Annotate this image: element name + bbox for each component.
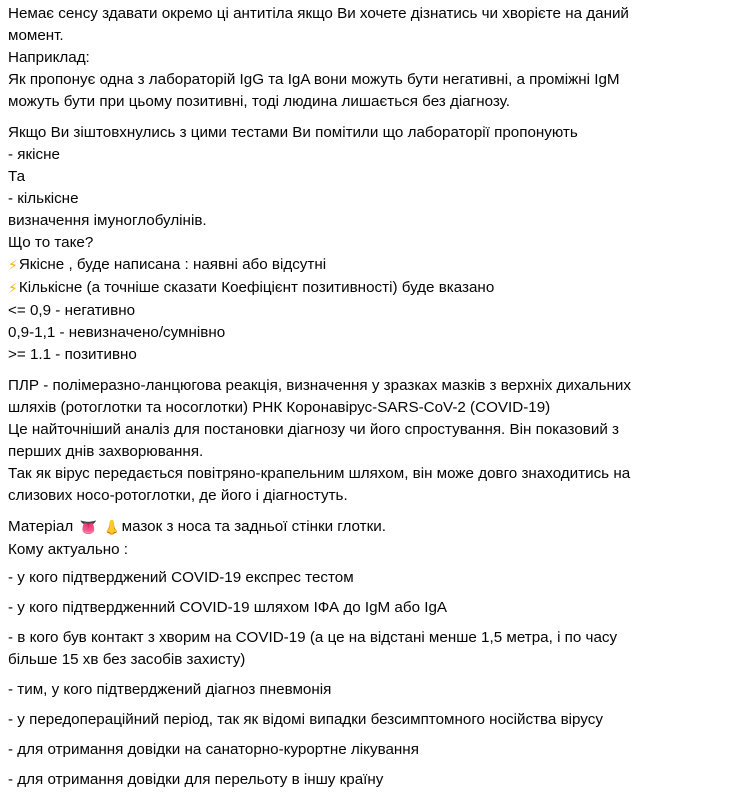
- relevant-heading: Кому актуально :: [8, 541, 129, 558]
- text-line: можуть бути при цьому позитивні, тоді людина лишається без діагнозу.: [8, 93, 510, 110]
- list-item: - у кого підтверджений COVID-19 експрес тестом: [8, 569, 354, 586]
- range-negative: <= 0,9 - негативно: [8, 302, 136, 319]
- list-item: - для отримання довідки для перельоту в іншу країну: [8, 771, 384, 788]
- intro-paragraph: [8, 3, 714, 113]
- text-line: ПЛР - полімеразно-ланцюгова реакція, визначення у зразках мазків з верхніх дихальних: [8, 377, 631, 394]
- qualitative-text: Якісне , буде написана : наявні або відсутні: [18, 256, 327, 273]
- quantitative-line: [8, 277, 714, 300]
- qualitative-line: [8, 254, 714, 277]
- text-line: перших днів захворювання.: [8, 443, 204, 460]
- list-item: - для отримання довідки на санаторно-курортне лікування: [8, 741, 419, 758]
- high-voltage-icon: ⚡: [8, 281, 18, 297]
- tongue-icon: 👅: [79, 520, 97, 536]
- pcr-paragraph: [8, 375, 714, 507]
- text-line: шляхів (ротоглотки та носоглотки) РНК Коронавірус-SARS-CoV-2 (COVID-19): [8, 399, 551, 416]
- text-line: Наприклад:: [8, 49, 90, 66]
- text-line: слизових носо-ротоглотки, де його і діагностуть.: [8, 487, 348, 504]
- tests-paragraph: [8, 122, 714, 366]
- text-line: момент.: [8, 27, 64, 44]
- material-prefix: Матеріал: [8, 518, 74, 535]
- text-line: Немає сенсу здавати окремо ці антитіла якщо Ви хочете дізнатись чи хворієте на даний: [8, 5, 629, 22]
- text-line: - кількісне: [8, 190, 79, 207]
- text-line: Як пропонує одна з лабораторій IgG та IgA вони можуть бути негативні, а проміжні IgM: [8, 71, 620, 88]
- list-item-line: більше 15 хв без засобів захисту): [8, 651, 246, 668]
- list-item: - у передопераційний період, так як відомі випадки безсимптомного носійства вірусу: [8, 711, 603, 728]
- nose-icon: 👃: [103, 520, 121, 536]
- list-item: [8, 627, 714, 671]
- text-line: Так як вірус передається повітряно-крапельним шляхом, він може довго знаходитись на: [8, 465, 631, 482]
- text-line: Це найточніший аналіз для постановки діагнозу чи його спростування. Він показовий з: [8, 421, 619, 438]
- material-line: [8, 516, 714, 539]
- list-item: - тим, у кого підтверджений діагноз пневмонія: [8, 681, 332, 698]
- text-line: - якісне: [8, 146, 60, 163]
- text-line: Якщо Ви зіштовхнулись з цими тестами Ви помітили що лабораторії пропонують: [8, 124, 578, 141]
- range-positive: >= 1.1 - позитивно: [8, 346, 137, 363]
- material-text: мазок з носа та задньої стінки глотки.: [121, 518, 386, 535]
- text-line: визначення імуноглобулінів.: [8, 212, 207, 229]
- text-line: Що то таке?: [8, 234, 94, 251]
- list-item: - у кого підтвердженний COVID-19 шляхом ІФА до IgM або IgA: [8, 599, 448, 616]
- material-paragraph: [8, 516, 714, 791]
- quantitative-text: Кількісне (а точніше сказати Коефіцієнт позитивності) буде вказано: [18, 279, 495, 296]
- range-uncertain: 0,9-1,1 - невизначено/сумнівно: [8, 324, 226, 341]
- list-item-line: - в кого був контакт з хворим на COVID-19 (а це на відстані менше 1,5 метра, і по часу: [8, 629, 618, 646]
- high-voltage-icon: ⚡: [8, 258, 18, 274]
- text-line: Та: [8, 168, 26, 185]
